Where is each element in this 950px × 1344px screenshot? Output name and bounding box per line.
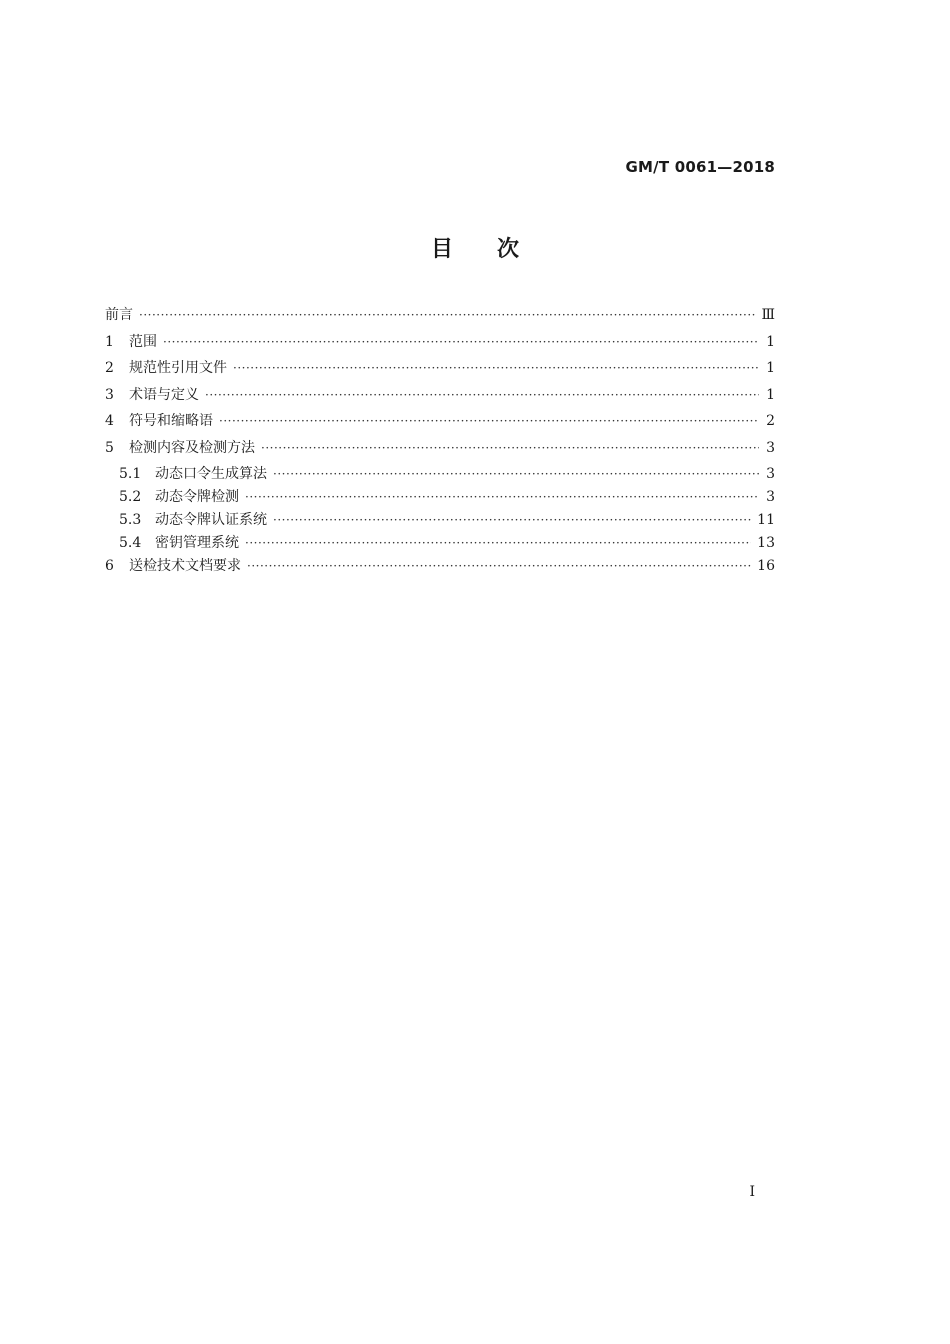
toc-entry-page: 1 xyxy=(766,386,775,403)
toc-entry-5[interactable] xyxy=(105,439,775,466)
table-of-contents xyxy=(105,306,775,584)
toc-entry-number: 2 xyxy=(105,360,114,376)
toc-entry-label: 密钥管理系统 xyxy=(155,535,239,551)
toc-entry-number: 4 xyxy=(105,413,114,429)
toc-entry-label: 范围 xyxy=(129,333,157,350)
toc-leader-dots xyxy=(245,488,759,506)
toc-entry-5-4[interactable] xyxy=(105,534,775,557)
toc-entry-page: 1 xyxy=(766,360,775,376)
toc-entry-label: 动态令牌认证系统 xyxy=(155,512,267,528)
toc-entry-2[interactable] xyxy=(105,359,775,386)
toc-entry-number: 5.2 xyxy=(119,489,142,505)
toc-entry-1[interactable] xyxy=(105,333,775,360)
toc-title xyxy=(0,232,950,263)
toc-entry-6[interactable] xyxy=(105,557,775,584)
toc-entry-page: Ⅲ xyxy=(761,307,775,323)
toc-entry-label: 检测内容及检测方法 xyxy=(129,439,255,456)
toc-entry-number: 1 xyxy=(105,333,114,350)
toc-leader-dots xyxy=(233,359,759,377)
toc-entry-page: 1 xyxy=(766,333,775,350)
toc-entry-label: 规范性引用文件 xyxy=(129,360,227,376)
toc-entry-number: 5 xyxy=(105,439,114,456)
toc-leader-dots xyxy=(273,465,759,483)
toc-entry-label: 前言 xyxy=(105,307,133,323)
toc-entry-label: 动态口令生成算法 xyxy=(155,466,267,482)
toc-entry-5-2[interactable] xyxy=(105,488,775,511)
page-number: I xyxy=(749,1184,755,1200)
toc-entry-label: 送检技术文档要求 xyxy=(129,558,241,574)
toc-leader-dots xyxy=(163,333,759,351)
toc-entry-5-1[interactable] xyxy=(105,465,775,488)
toc-entry-preface[interactable] xyxy=(105,306,775,333)
toc-entry-number: 6 xyxy=(105,558,114,574)
toc-entry-page: 3 xyxy=(766,439,775,456)
toc-entry-label: 动态令牌检测 xyxy=(155,489,239,505)
standard-number: GM/T 0061—2018 xyxy=(625,158,775,176)
toc-entry-page: 3 xyxy=(766,489,775,505)
toc-leader-dots xyxy=(261,439,759,457)
toc-leader-dots xyxy=(273,511,751,529)
toc-leader-dots xyxy=(219,412,759,430)
toc-leader-dots xyxy=(247,557,751,575)
toc-entry-page: 11 xyxy=(757,512,775,528)
toc-entry-page: 3 xyxy=(766,466,775,482)
toc-entry-5-3[interactable] xyxy=(105,511,775,534)
toc-entry-number: 5.3 xyxy=(119,512,142,528)
toc-entry-page: 2 xyxy=(766,413,775,429)
toc-entry-4[interactable] xyxy=(105,412,775,439)
toc-entry-3[interactable] xyxy=(105,386,775,413)
toc-title-right: 次 xyxy=(497,237,520,262)
toc-entry-label: 术语与定义 xyxy=(129,386,199,403)
toc-entry-page: 13 xyxy=(757,535,775,551)
toc-leader-dots xyxy=(245,534,751,552)
toc-entry-label: 符号和缩略语 xyxy=(129,413,213,429)
toc-entry-number: 5.1 xyxy=(119,466,142,482)
toc-title-left: 目 xyxy=(430,237,453,262)
toc-entry-page: 16 xyxy=(757,558,775,574)
toc-entry-number: 3 xyxy=(105,386,114,403)
toc-leader-dots xyxy=(205,386,759,404)
toc-entry-number: 5.4 xyxy=(119,535,142,551)
toc-leader-dots xyxy=(139,306,755,324)
